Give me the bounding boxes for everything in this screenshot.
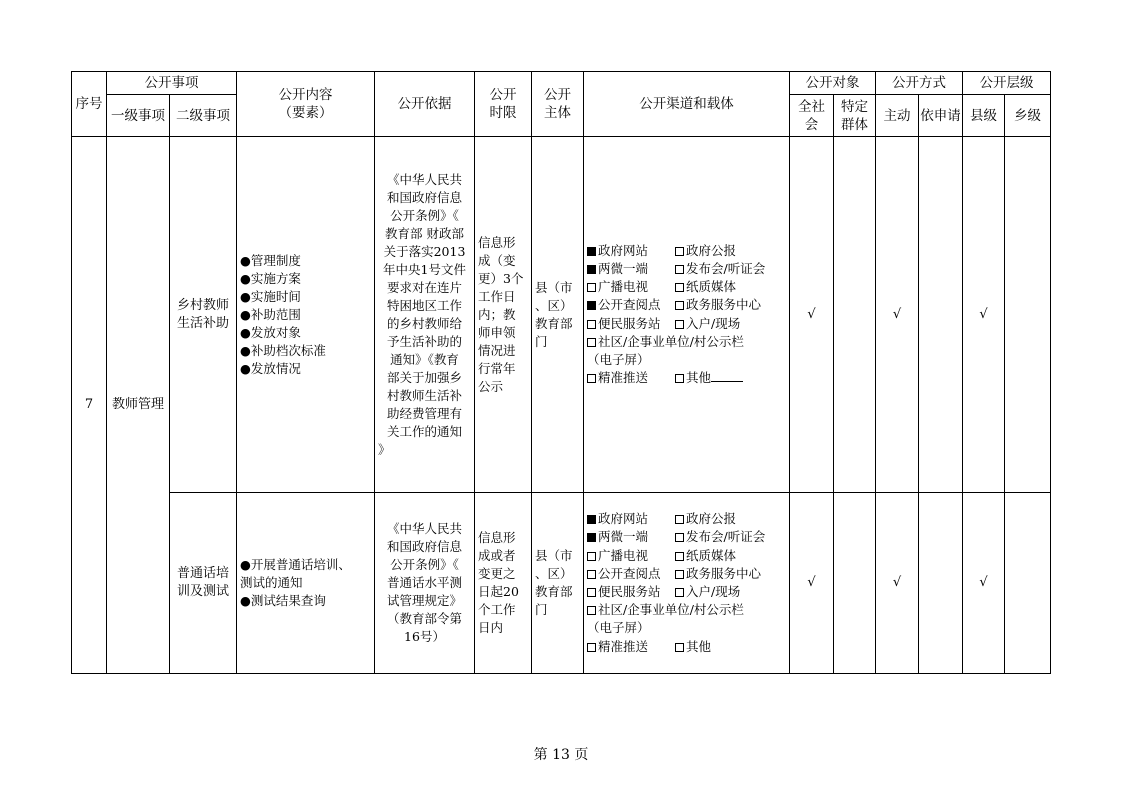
checkbox-service-center[interactable] xyxy=(675,301,684,310)
header-subject-line1: 公开 xyxy=(544,87,571,103)
disclosure-table xyxy=(71,71,1051,674)
channel-label: 公开查阅点 xyxy=(598,297,661,313)
time-line: 师申领 xyxy=(478,324,516,340)
channel-label: 入户/现场 xyxy=(686,315,741,331)
content-line: 测试的通知 xyxy=(240,575,303,590)
target-all-mark: √ xyxy=(790,137,834,493)
target-special-mark xyxy=(834,493,876,674)
item-content xyxy=(237,493,375,674)
content-line: ●补助范围 xyxy=(240,306,301,322)
checkbox-gov-site[interactable] xyxy=(587,247,596,256)
level-town-mark xyxy=(1005,137,1051,493)
header-target-all-line1: 全社 xyxy=(798,98,825,115)
channel-label: 社区/企事业单位/村公示栏 xyxy=(598,333,744,349)
item-level2-line: 乡村教师 xyxy=(176,297,229,313)
checkbox-reading[interactable] xyxy=(587,301,596,310)
content-line: ●发放情况 xyxy=(240,360,301,376)
other-blank-line xyxy=(711,370,743,382)
header-matter: 公开事项 xyxy=(107,72,237,95)
channel-label: 纸质媒体 xyxy=(686,547,737,563)
basis-line: 特困地区工作 xyxy=(386,297,462,313)
row-seq: 7 xyxy=(72,137,107,674)
channel-label: 发布会/听证会 xyxy=(686,260,766,276)
item-channels xyxy=(584,137,790,493)
channel-label: 便民服务站 xyxy=(598,584,661,599)
basis-line: 和国政府信息 xyxy=(386,539,462,554)
header-basis: 公开依据 xyxy=(375,72,475,137)
item-channels xyxy=(584,493,790,674)
channel-label: 发布会/听证会 xyxy=(686,529,766,545)
page-number: 第 13 页 xyxy=(533,747,589,763)
item-time xyxy=(475,493,532,674)
subject-line: 、区） xyxy=(535,297,573,313)
time-line: 信息形 xyxy=(478,530,516,545)
basis-line: 关于落实2013 xyxy=(383,243,466,259)
checkbox-door[interactable] xyxy=(675,320,684,329)
channel-label: 入户/现场 xyxy=(686,584,741,599)
item-level2-line: 训及测试 xyxy=(176,584,229,599)
header-subject xyxy=(532,72,584,137)
header-subject-line2: 主体 xyxy=(544,105,571,121)
checkbox-paper[interactable] xyxy=(675,552,684,561)
basis-line: （教育部令第 xyxy=(386,611,462,626)
header-level: 公开层级 xyxy=(963,72,1051,95)
checkbox-convenience[interactable] xyxy=(587,588,596,597)
channel-label: （电子屏） xyxy=(587,620,650,636)
target-all-mark: √ xyxy=(790,493,834,674)
channel-label: 政府公报 xyxy=(686,242,737,258)
channel-label: 精准推送 xyxy=(598,638,649,654)
time-line: 行常年 xyxy=(478,360,516,376)
item-content xyxy=(237,137,375,493)
channel-label: 广播电视 xyxy=(598,547,649,563)
item-level2 xyxy=(170,137,237,493)
item-subject xyxy=(532,493,584,674)
channel-label: 其他 xyxy=(686,638,712,654)
subject-line: 教育部 xyxy=(535,315,573,331)
level-county-mark: √ xyxy=(963,493,1005,674)
checkbox-press[interactable] xyxy=(675,533,684,542)
basis-line: 试管理规定》 xyxy=(386,593,462,608)
item-level2-line: 生活补助 xyxy=(176,315,229,331)
content-line: ●测试结果查询 xyxy=(240,593,326,608)
basis-line: 16号） xyxy=(404,629,445,644)
basis-line: 通知》《教育 xyxy=(390,351,459,367)
time-line: 变更之 xyxy=(478,566,516,581)
channel-label: 便民服务站 xyxy=(598,315,661,331)
header-target-all-line2: 会 xyxy=(804,116,819,133)
header-target-special xyxy=(834,95,876,137)
channel-label: 政务服务中心 xyxy=(686,565,762,581)
channel-label: 两微一端 xyxy=(598,260,649,276)
header-level-town: 乡级 xyxy=(1005,95,1051,137)
channel-label: 政府网站 xyxy=(598,242,649,258)
header-time-line2: 时限 xyxy=(489,105,517,121)
checkbox-tv[interactable] xyxy=(587,283,596,292)
time-line: 公示 xyxy=(478,378,504,394)
method-active-mark: √ xyxy=(876,137,919,493)
basis-line: 部关于加强乡 xyxy=(386,369,462,385)
header-method-active: 主动 xyxy=(876,95,919,137)
content-line: ●补助档次标准 xyxy=(240,342,326,358)
subject-line: 门 xyxy=(535,602,548,617)
basis-line: 助经费管理有 xyxy=(386,405,462,421)
level-county-mark: √ xyxy=(963,137,1005,493)
checkbox-push[interactable] xyxy=(587,374,596,383)
channel-label: （电子屏） xyxy=(587,351,650,367)
header-target-special-line2: 群体 xyxy=(841,116,868,133)
checkbox-tv[interactable] xyxy=(587,552,596,561)
checkbox-gov-bulletin[interactable] xyxy=(675,247,684,256)
header-target-all xyxy=(790,95,834,137)
basis-line: 予生活补助的 xyxy=(386,333,462,349)
checkbox-gov-site[interactable] xyxy=(587,515,596,524)
subject-line: 教育部 xyxy=(535,584,573,599)
channel-label: 社区/企事业单位/村公示栏 xyxy=(598,602,744,618)
channel-label: 公开查阅点 xyxy=(598,565,661,581)
basis-line: 》 xyxy=(378,441,391,457)
basis-line: 《中华人民共 xyxy=(386,171,462,187)
subject-line: 门 xyxy=(535,333,548,349)
checkbox-two-micro[interactable] xyxy=(587,265,596,274)
content-line: ●实施时间 xyxy=(240,288,301,304)
header-level1: 一级事项 xyxy=(107,95,170,137)
time-line: 成（变 xyxy=(478,252,516,268)
subject-line: 、区） xyxy=(535,566,573,581)
item-basis xyxy=(375,137,475,493)
header-method: 公开方式 xyxy=(876,72,963,95)
basis-line: 教育部 财政部 xyxy=(385,225,464,241)
checkbox-service-center[interactable] xyxy=(675,570,684,579)
header-seq: 序号 xyxy=(72,72,107,137)
channel-label: 精准推送 xyxy=(598,370,649,386)
row-level1: 教师管理 xyxy=(107,137,170,674)
channel-label: 其他 xyxy=(686,370,712,386)
checkbox-convenience[interactable] xyxy=(587,320,596,329)
basis-line: 普通话水平测 xyxy=(386,575,462,590)
header-target-special-line1: 特定 xyxy=(841,98,868,115)
time-line: 成或者 xyxy=(478,548,516,563)
checkbox-two-micro[interactable] xyxy=(587,533,596,542)
item-basis xyxy=(375,493,475,674)
basis-line: 公开条例》《 xyxy=(390,207,459,223)
header-level2: 二级事项 xyxy=(170,95,237,137)
checkbox-other[interactable] xyxy=(675,374,684,383)
time-line: 工作日 xyxy=(478,288,516,304)
basis-line: 公开条例》《 xyxy=(390,557,459,572)
method-active-mark: √ xyxy=(876,493,919,674)
checkbox-push[interactable] xyxy=(587,643,596,652)
channel-label: 两微一端 xyxy=(598,529,649,545)
content-line: ●开展普通话培训、 xyxy=(240,557,351,572)
time-line: 内；教 xyxy=(478,306,516,322)
header-content-title: 公开内容 xyxy=(278,87,333,103)
checkbox-other[interactable] xyxy=(675,643,684,652)
table-row xyxy=(72,493,1051,674)
content-line: ●实施方案 xyxy=(240,270,301,286)
channel-label: 政府网站 xyxy=(598,511,649,527)
header-content-sub: （要素） xyxy=(278,105,333,121)
item-level2 xyxy=(170,493,237,674)
checkbox-paper[interactable] xyxy=(675,283,684,292)
basis-line: 《中华人民共 xyxy=(386,521,462,536)
subject-line: 县（市 xyxy=(535,279,573,295)
time-line: 更）3个 xyxy=(478,270,524,286)
time-line: 个工作 xyxy=(478,602,516,617)
checkbox-press[interactable] xyxy=(675,265,684,274)
level-town-mark xyxy=(1005,493,1051,674)
channel-label: 广播电视 xyxy=(598,279,649,295)
method-apply-mark xyxy=(919,493,963,674)
target-special-mark xyxy=(834,137,876,493)
channel-label: 政务服务中心 xyxy=(686,297,762,313)
channel-label: 政府公报 xyxy=(686,511,737,527)
checkbox-community[interactable] xyxy=(587,338,596,347)
item-time xyxy=(475,137,532,493)
time-line: 情况进 xyxy=(478,342,516,358)
basis-line: 的乡村教师给 xyxy=(386,315,462,331)
time-line: 信息形 xyxy=(478,234,516,250)
header-channel: 公开渠道和载体 xyxy=(584,72,790,137)
checkbox-door[interactable] xyxy=(675,588,684,597)
checkbox-gov-bulletin[interactable] xyxy=(675,515,684,524)
basis-line: 要求对在连片 xyxy=(386,279,462,295)
channel-label: 纸质媒体 xyxy=(686,279,737,295)
checkbox-community[interactable] xyxy=(587,606,596,615)
item-level2-line: 普通话培 xyxy=(176,566,229,581)
header-level-county: 县级 xyxy=(963,95,1005,137)
basis-line: 和国政府信息 xyxy=(386,189,462,205)
checkbox-reading[interactable] xyxy=(587,570,596,579)
content-line: ●管理制度 xyxy=(240,252,301,268)
basis-line: 年中央1号文件 xyxy=(383,261,466,277)
header-time xyxy=(475,72,532,137)
time-line: 日起20 xyxy=(478,584,519,599)
subject-line: 县（市 xyxy=(535,548,573,563)
table-row xyxy=(72,137,1051,493)
header-target: 公开对象 xyxy=(790,72,876,95)
method-apply-mark xyxy=(919,137,963,493)
item-subject xyxy=(532,137,584,493)
content-line: ●发放对象 xyxy=(240,324,301,340)
basis-line: 村教师生活补 xyxy=(386,387,462,403)
header-time-line1: 公开 xyxy=(489,87,517,103)
time-line: 日内 xyxy=(478,620,504,635)
header-method-apply: 依申请 xyxy=(919,95,963,137)
header-content xyxy=(237,72,375,137)
basis-line: 关工作的通知 xyxy=(386,423,462,439)
